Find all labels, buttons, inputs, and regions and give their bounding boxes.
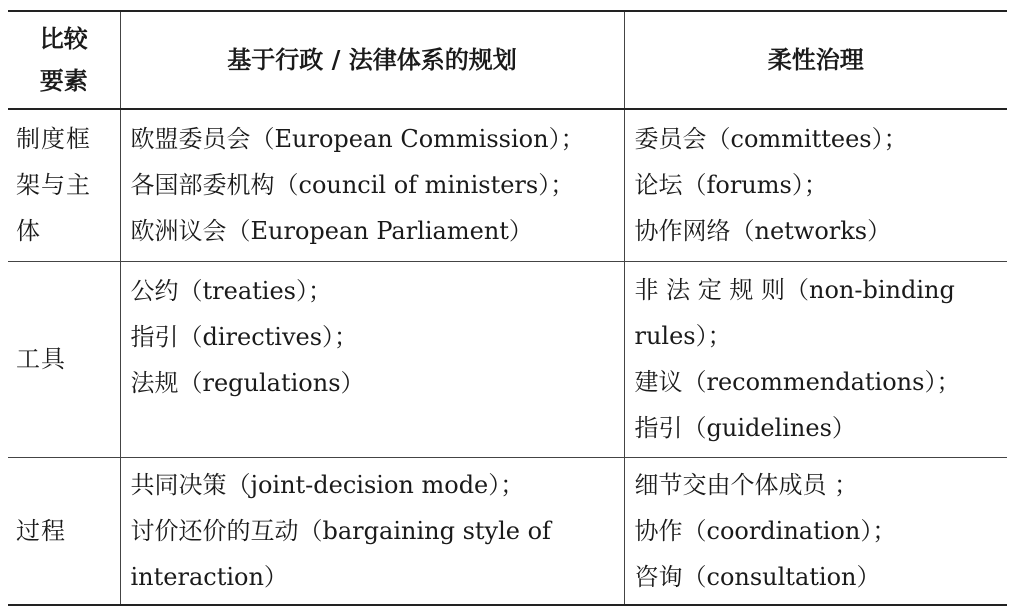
row-factor-cell	[8, 457, 120, 605]
cell-line: 协作（coordination）；	[634, 516, 897, 545]
row-planning-cell	[120, 457, 624, 605]
cell-line: 讨价还价的互动（bargaining style of	[130, 516, 551, 545]
cell-line: 咨询（consultation）	[634, 562, 881, 591]
cell-line: 指引（directives）；	[130, 322, 359, 351]
row-soft-governance-cell	[624, 109, 1007, 261]
cell-line: rules）；	[634, 322, 732, 350]
cell-line: 欧盟委员会（European Commission）；	[130, 125, 585, 154]
cell-line: 建议（recommendations）；	[634, 368, 961, 396]
cell-line: interaction）	[130, 562, 288, 591]
row-planning-cell	[120, 261, 624, 457]
table-row	[8, 261, 1007, 457]
cell-line: 过程	[16, 516, 66, 545]
cell-line: 委员会（committees）；	[634, 125, 908, 154]
row-soft-governance-cell	[624, 261, 1007, 457]
cell-line: 工具	[16, 345, 66, 373]
cell-line: 共同决策（joint-decision mode）；	[130, 470, 525, 499]
cell-line: 协作网络（networks）	[634, 217, 892, 246]
row-factor-cell	[8, 261, 120, 457]
table-header-row	[8, 11, 1007, 109]
table-row	[8, 109, 1007, 261]
cell-line: 指引（guidelines）	[634, 414, 856, 442]
row-soft-governance-cell	[624, 457, 1007, 605]
cell-line: 论坛（forums）；	[634, 171, 828, 200]
table-row	[8, 457, 1007, 605]
cell-line: 各国部委机构（council of ministers）；	[130, 171, 575, 200]
header-factor-line: 要素	[39, 66, 88, 95]
cell-line: 非 法 定 规 则（non-binding	[634, 276, 955, 304]
row-factor-cell	[8, 109, 120, 261]
cell-line: 体	[16, 217, 41, 246]
header-planning-cell: 基于行政 / 法律体系的规划	[120, 11, 624, 109]
header-soft-governance-cell: 柔性治理	[624, 11, 1007, 109]
cell-line: 架与主	[16, 171, 91, 200]
cell-line: 细节交由个体成员 ；	[634, 470, 859, 499]
comparison-table	[8, 10, 1007, 606]
cell-line: 欧洲议会（European Parliament）	[130, 217, 533, 246]
cell-line: 制度框	[16, 125, 91, 154]
cell-line: 公约（treaties）；	[130, 276, 332, 305]
cell-line: 法规（regulations）	[130, 368, 365, 397]
header-factor-line: 比较	[39, 24, 88, 53]
row-planning-cell	[120, 109, 624, 261]
header-factor-cell	[8, 11, 120, 109]
